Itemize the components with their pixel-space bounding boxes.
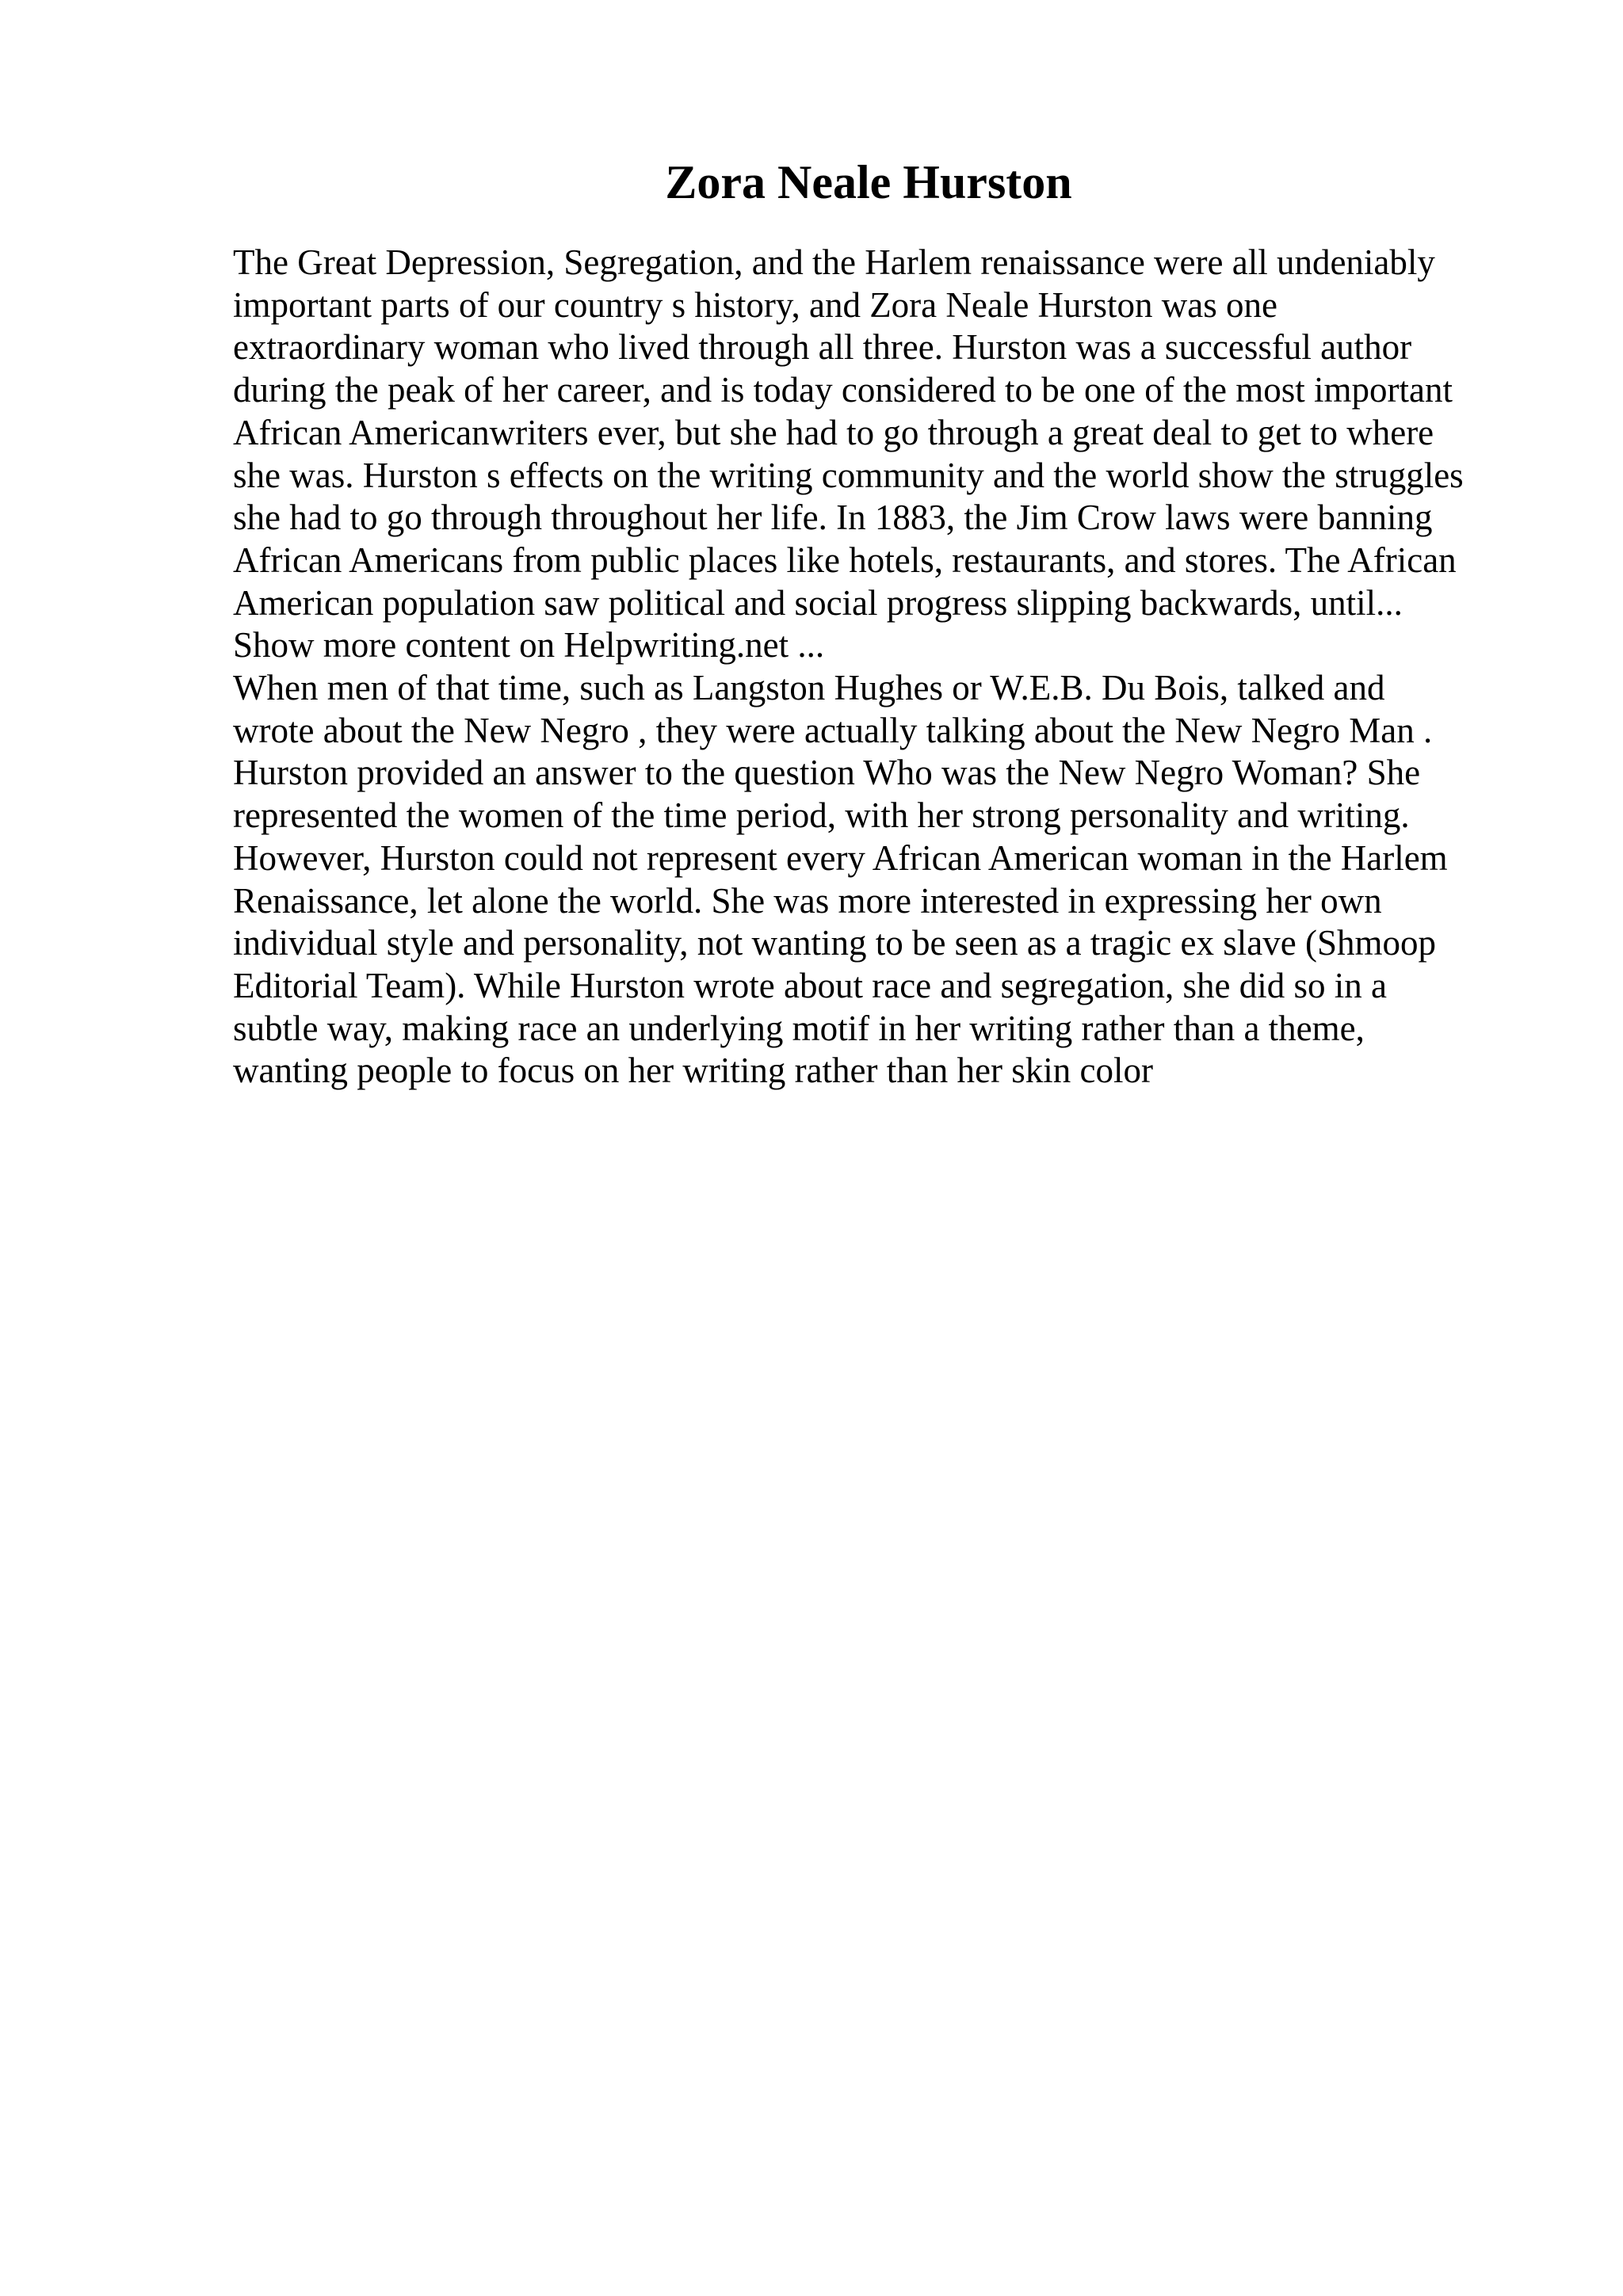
paragraph-line: African Americans from public places like hotels, restaurants, and stores. The African — [233, 540, 1457, 580]
paragraph-line: Renaissance, let alone the world. She was more interested in expressing her own — [233, 880, 1382, 921]
paragraph-line: she had to go through throughout her life. In 1883, the Jim Crow laws were banning — [233, 498, 1433, 538]
paragraph-line: subtle way, making race an underlying motif in her writing rather than a theme, — [233, 1008, 1365, 1048]
paragraph-line: The Great Depression, Segregation, and the Harlem renaissance were all undeniably — [233, 242, 1435, 282]
paragraph-line: individual style and personality, not wanting to be seen as a tragic ex slave (Shmoop — [233, 923, 1436, 963]
paragraph-line: When men of that time, such as Langston Hughes or W.E.B. Du Bois, talked and — [233, 668, 1385, 708]
paragraph-line: represented the women of the time period, with her strong personality and writing. — [233, 795, 1410, 836]
paragraph-intro — [233, 242, 1623, 624]
paragraph-new-negro-woman — [233, 667, 1623, 1093]
document-title: Zora Neale Hurston — [665, 156, 1072, 208]
paragraph-line: American population saw political and social progress slipping backwards, until... — [233, 582, 1403, 623]
show-more-link[interactable]: Show more content on Helpwriting.net ... — [233, 625, 825, 666]
paragraph-line: extraordinary woman who lived through all three. Hurston was a successful author — [233, 327, 1412, 368]
paragraph-line: she was. Hurston s effects on the writing community and the world show the struggles — [233, 455, 1464, 495]
document-body — [233, 242, 1623, 1093]
paragraph-line: wanting people to focus on her writing rather than her skin color — [233, 1051, 1153, 1091]
paragraph-line: Editorial Team). While Hurston wrote about race and segregation, she did so in a — [233, 965, 1388, 1005]
paragraph-line: important parts of our country s history, and Zora Neale Hurston was one — [233, 284, 1278, 325]
paragraph-line: wrote about the New Negro , they were actually talking about the New Negro Man . — [233, 710, 1433, 750]
paragraph-line: African Americanwriters ever, but she had to go through a great deal to get to where — [233, 412, 1434, 452]
paragraph-line: However, Hurston could not represent every African American woman in the Harlem — [233, 837, 1448, 878]
paragraph-line: during the peak of her career, and is today considered to be one of the most important — [233, 370, 1453, 410]
paragraph-line: Hurston provided an answer to the question Who was the New Negro Woman? She — [233, 753, 1421, 793]
